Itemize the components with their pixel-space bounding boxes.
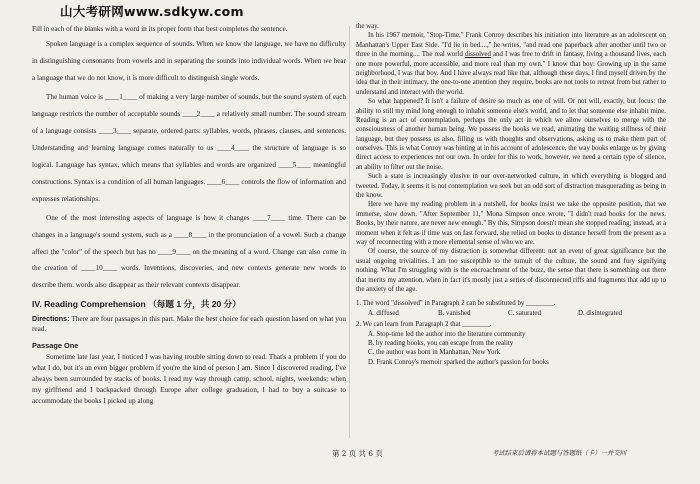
passage-paragraph-1: Sometime late last year, I noticed I was having trouble sitting down to read. That's a problem if you do what I do, but it's an even bigger problem if you're the kind of person I am. Since I discovered reading, I've always been surrounded by stacks of books. I read my way through camp, school, nights, weekends; when my girlfriend and I backpacked through Europe after college graduation, I had to buy a suitcase to accommodate the books I picked up along [32, 353, 346, 405]
footer-note: 考试结束后请将本试题与答题纸（卡）一并交回 [492, 449, 627, 457]
column-divider [349, 26, 350, 438]
passage-paragraph-5: Here we have my reading problem in a nutshell, for books insist we take the opposite position, that we immerse, slow down. "After September 11," Mona Simpson once wrote, "I didn't read books for the news. Books, by their nature, are never new enough." By this, Simpson doesn't mean she stopped reading; instead, at a moment when it felt as if time was on fast forward, she relied on books to distance herself from the present as a way of reconnecting with a more elemental sense of who we are. [356, 201, 666, 246]
paragraph-2-text-a: In his 1967 memoir, "Stop-Time," Frank Conroy describes his initiation into literature as an adolescent on Manhattan's Upper East Side. "I'd lie in bed....," he writes, "and read one paperback after another until two or three in the morning.... The real world [356, 32, 666, 59]
directions-text: There are four passages in this part. Make the best choice for each question based on what you read. [32, 314, 346, 334]
page-number: 第 2 页 共 6 页 [332, 449, 383, 458]
directions [32, 314, 346, 335]
passage-title: Passage One [32, 340, 79, 350]
question-2-option-b[interactable]: B. by reading books, you can escape from the reality [368, 339, 514, 347]
passage-continuation: the way. [356, 23, 379, 30]
question-2-option-a[interactable]: A. Stop-time led the author into the literature community [368, 330, 526, 338]
right-column [356, 22, 666, 367]
directions-label: Directions: [32, 313, 70, 323]
passage-paragraph-2 [356, 31, 666, 97]
left-column [32, 24, 346, 408]
question-2-option-c[interactable]: C. the author was born in Manhattan, New York [368, 349, 501, 357]
paragraph-2-text-b: and I was free to drift in fantasy, living a thousand lives, each one more powerful, more accessible, and more real than my own." I know that boy: Growing up in the same neighborhood, I was that boy. And I have always read like that, although these days, I find myself driven by the idea that in their intimacy, the one-to-one attention they require, books are not tools to retreat from but rather to understand and interact with the world. [356, 51, 666, 96]
passage-paragraph-3: So what happened? It isn't a failure of desire so much as one of will. Or not will, exactly, but focus: the ability to still my mind long enough to inhabit someone else's world, and to let that someone else inhabit mine. Reading is an act of contemplation, perhaps the only act in which we allow ourselves to merge with the consciousness of another human being. We possess the books we read, animating the waiting stillness of their language, but they possess us also, filling us with thoughts and observations, asking us to make them part of ourselves. This is what Conroy was hinting at in his account of adolescence, the way books enlarge us by giving direct access to experiences not our own. In order for this to work, however, we need a certain type of silence, an ability to filter out the noise. [356, 98, 666, 171]
question-2 [356, 320, 666, 367]
question-2-option-d[interactable]: D. Frank Conroy's memoir sparked the author's passion for books [368, 358, 549, 366]
question-1-stem: 1. The word "dissolved" in Paragraph 2 can be substituted by ________. [356, 300, 556, 308]
cloze-paragraph-2: The human voice is ____1____ of making a very large number of sounds, but the sound system of each language restricts the number of acceptable sounds ____2____ a relatively small number. The sound stream of a language consists ____3____ separate, ordered parts: syllables, words, phrases, clauses, and sentences. Understanding and learning language comes naturally to us ____4____ the structure of language is so logical. Language has syntax, which means that syllables and words are organized ____5____ meaningful constructions. Syntax is a condition of all human languages. ____6____ controls the flow of information and expresses relationships. [32, 93, 346, 203]
cloze-instruction: Fill in each of the blanks with a word in its proper form that best completes the sentence. [32, 25, 288, 33]
question-1-option-b[interactable]: B. vanished [438, 309, 471, 317]
cloze-paragraph-1: Spoken language is a complex sequence of sounds. When we know the language, we have no difficulty in distinguishing consonants from vowels and in separating the sounds into individual words. When we hear a language that we do not know, it is more difficult to distinguish single words. [32, 40, 346, 83]
question-1 [356, 299, 666, 318]
question-1-options [356, 309, 666, 318]
underlined-word: dissolved [464, 51, 491, 59]
question-1-option-c[interactable]: C. saturated [508, 309, 541, 317]
passage-paragraph-4: Such a state is increasingly elusive in our over-networked culture, in which everything is blogged and tweeted. Today, it seems it is not contemplation we seek but an odd sort of distraction masquerading as being in the know. [356, 173, 666, 200]
question-1-option-d[interactable]: D. disintegrated [578, 309, 623, 317]
section-title: IV. Reading Comprehension （每题 1 分，共 20 分） [32, 299, 241, 310]
question-1-option-a[interactable]: A. diffused [368, 309, 399, 317]
site-watermark: 山大考研网www.sdkyw.com [60, 4, 244, 19]
passage-paragraph-6: Of course, the source of my distraction is somewhat different: not an event of great significance but the usual ongoing trivialities. I am too susceptible to the tumult of the culture, the sound and fury signifying nothing. What I'm struggling with is the encroachment of the buzz, the sense that there is something out there that merits my attention, when in fact it's mostly just a series of disconnected riffs and fragments that add up to the anxiety of the age. [356, 248, 666, 293]
question-2-stem: 2. We can learn from Paragraph 2 that ________. [356, 321, 492, 329]
cloze-paragraph-3: One of the most interesting aspects of language is how it changes ____7____ time. There can be changes in a language's sound system, such as a ____8____ in the pronunciation of a vowel. Such a change affect the "color" of the speech but has no ____9____ on the meaning of a word. Change can also come in the creation of ____10____ words. Inventions, discoveries, and new contexts generate new words to describe them. words also disappear as their relevant contexts disappear. [32, 213, 346, 290]
